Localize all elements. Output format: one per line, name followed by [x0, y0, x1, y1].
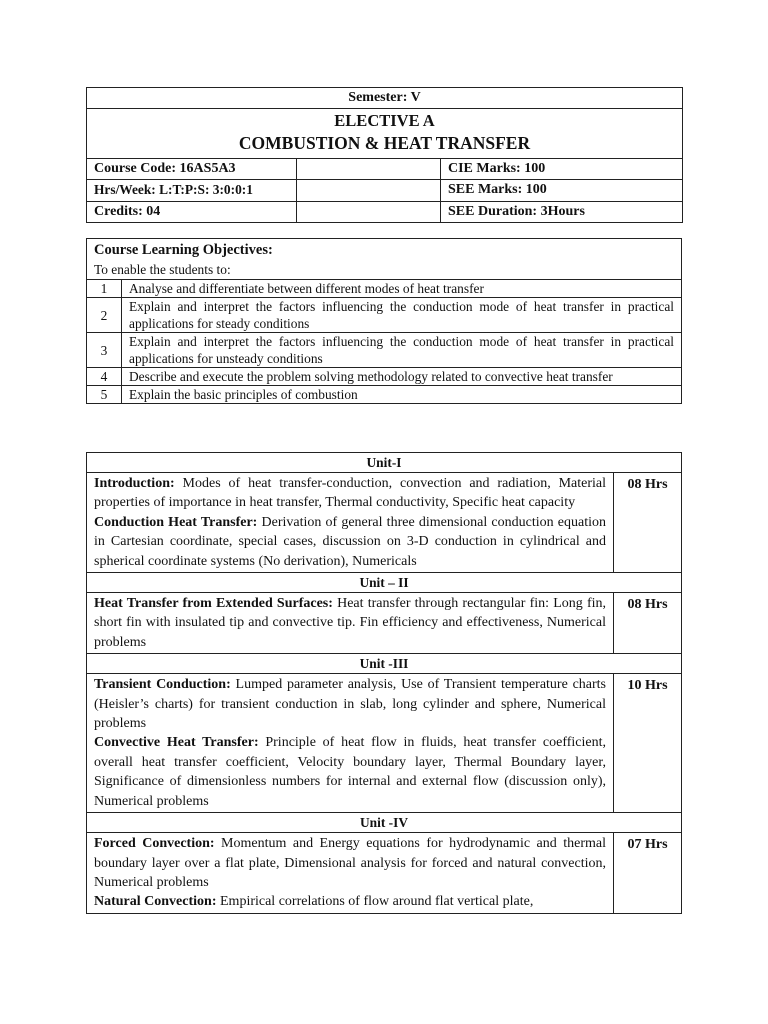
- credits: Credits: 04: [87, 202, 297, 223]
- objective-row: [87, 368, 682, 386]
- empty-cell: [297, 159, 441, 180]
- see-marks: SEE Marks: 100: [441, 180, 683, 202]
- objective-text: Explain and interpret the factors influencing the conduction mode of heat transfer in practical applications for steady conditions: [122, 298, 682, 333]
- topic-text: Empirical correlations of flow around flat vertical plate,: [216, 894, 534, 910]
- objective-row: [87, 333, 682, 368]
- unit-topic: [94, 892, 606, 911]
- topic-text: Lumped parameter analysis, Use of Transient temperature charts (Heisler’s charts) for transient conduction in slab, long cylinder and sphere, Numerical problems: [94, 677, 606, 732]
- unit-content: [87, 473, 614, 573]
- empty-cell: [297, 180, 441, 202]
- topic-heading: Transient Conduction:: [94, 677, 231, 693]
- unit-content: [87, 593, 614, 654]
- unit-title: Unit -IV: [87, 813, 682, 833]
- topic-text: Heat transfer through rectangular fin: Long fin, short fin with insulated tip and convective tip. Fin efficiency and effectiveness, Numerical problems: [94, 596, 606, 650]
- objective-number: 2: [87, 298, 122, 333]
- topic-heading: Natural Convection:: [94, 894, 217, 910]
- semester-label: Semester: V: [87, 88, 683, 109]
- unit-topic: [94, 474, 606, 513]
- objectives-intro: To enable the students to:: [94, 262, 231, 277]
- cie-marks: CIE Marks: 100: [441, 159, 683, 180]
- objectives-header-cell: [87, 239, 682, 280]
- unit-topic: [94, 594, 606, 652]
- objective-number: 1: [87, 280, 122, 298]
- topic-text: Momentum and Energy equations for hydrodynamic and thermal boundary layer over a flat plate, Dimensional analysis for forced and natural convection, Numerical problems: [94, 836, 606, 890]
- course-header-table: [86, 87, 683, 223]
- objective-number: 5: [87, 386, 122, 404]
- topic-heading: Forced Convection:: [94, 836, 215, 852]
- topic-text: Principle of heat flow in fluids, heat transfer coefficient, overall heat transfer coefficient, Velocity boundary layer, Thermal Boundary layer, Significance of dimensionless numbers for internal and external flow (discussion only), Numerical problems: [94, 735, 606, 809]
- unit-title: Unit -III: [87, 654, 682, 674]
- objective-text: Explain and interpret the factors influencing the conduction mode of heat transfer in practical applications for unsteady conditions: [122, 333, 682, 368]
- topic-text: Modes of heat transfer-conduction, convection and radiation, Material properties of importance in heat transfer, Thermal conductivity, Specific heat capacity: [94, 476, 606, 511]
- course-title-block: [87, 109, 683, 159]
- objective-text: Describe and execute the problem solving methodology related to convective heat transfer: [122, 368, 682, 386]
- unit-title: Unit – II: [87, 573, 682, 593]
- course-code: Course Code: 16AS5A3: [87, 159, 297, 180]
- objective-number: 4: [87, 368, 122, 386]
- unit-topic: [94, 675, 606, 733]
- objective-text: Analyse and differentiate between different modes of heat transfer: [122, 280, 682, 298]
- topic-heading: Heat Transfer from Extended Surfaces:: [94, 596, 333, 612]
- unit-hours: 07 Hrs: [614, 833, 682, 914]
- elective-label: ELECTIVE A: [334, 111, 435, 130]
- topic-text: Derivation of general three dimensional conduction equation in Cartesian coordinate, special cases, discussion on 3-D conduction in cylindrical and spherical coordinate systems (No derivation), Numericals: [94, 514, 606, 569]
- objective-number: 3: [87, 333, 122, 368]
- unit-topic: [94, 733, 606, 811]
- unit-content: [87, 833, 614, 914]
- unit-topic: [94, 513, 606, 571]
- course-objectives-table: [86, 238, 682, 404]
- objective-row: [87, 280, 682, 298]
- empty-cell: [297, 202, 441, 223]
- course-title: COMBUSTION & HEAT TRANSFER: [238, 133, 531, 153]
- topic-heading: Convective Heat Transfer:: [94, 735, 259, 751]
- unit-hours: 08 Hrs: [614, 473, 682, 573]
- unit-hours: 08 Hrs: [614, 593, 682, 654]
- objective-row: [87, 386, 682, 404]
- topic-heading: Introduction:: [94, 476, 175, 491]
- unit-topic: [94, 834, 606, 892]
- objective-row: [87, 298, 682, 333]
- objectives-heading: Course Learning Objectives:: [94, 242, 273, 258]
- topic-heading: Conduction Heat Transfer:: [94, 514, 258, 530]
- hrs-per-week: Hrs/Week: L:T:P:S: 3:0:0:1: [87, 180, 297, 202]
- units-table: [86, 452, 682, 914]
- unit-content: [87, 674, 614, 813]
- unit-hours: 10 Hrs: [614, 674, 682, 813]
- unit-title: Unit-I: [87, 453, 682, 473]
- see-duration: SEE Duration: 3Hours: [441, 202, 683, 223]
- objective-text: Explain the basic principles of combustion: [122, 386, 682, 404]
